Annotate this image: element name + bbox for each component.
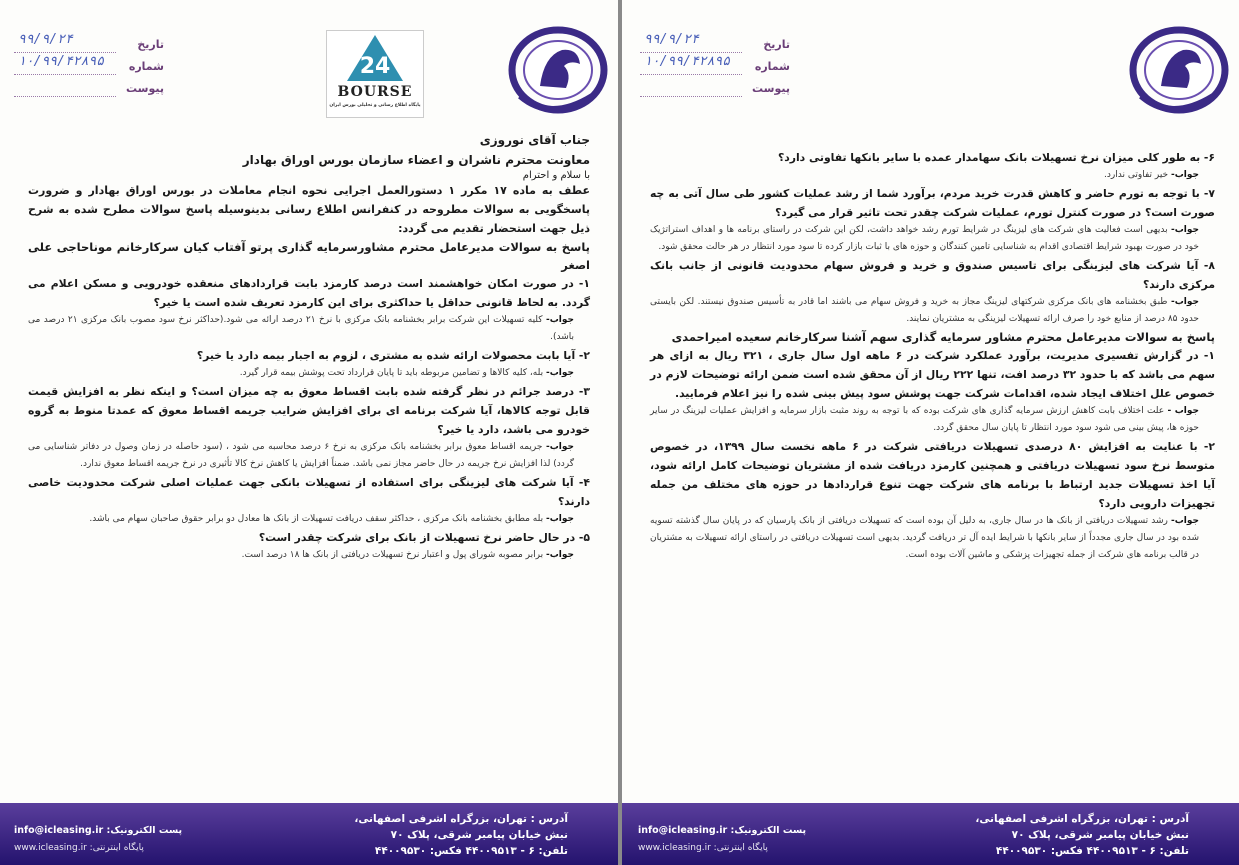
answer bbox=[650, 294, 1215, 328]
footer-email bbox=[638, 825, 806, 836]
answer bbox=[28, 547, 590, 564]
recipient-title: معاونت محترم ناشران و اعضاء سازمان بورس اوراق بهادار bbox=[242, 153, 590, 167]
answer-label: جواب- bbox=[1170, 225, 1199, 235]
footer-address-line2: نبش خیابان پیامبر شرقی، پلاک ۷۰ bbox=[390, 829, 568, 841]
bourse-emblem-icon bbox=[327, 31, 423, 85]
answer-label: جواب- bbox=[1171, 170, 1199, 180]
date-label: تاریخ bbox=[763, 38, 790, 51]
footer-site bbox=[638, 843, 768, 853]
letter-meta bbox=[14, 31, 164, 100]
answer-label: جواب- bbox=[546, 514, 574, 524]
section-title: پاسخ به سوالات مدیرعامل محترم مشاورسرمایه گذاری پرتو آفتاب کیان سرکارخانم موناحاجی علی اصغر bbox=[28, 240, 590, 272]
question: ۵- در حال حاضر نرخ تسهیلات از بانک برای شرکت چقدر است؟ bbox=[258, 531, 590, 544]
answer-text: طبق بخشنامه های بانک مرکزی شرکتهای لیزینگ مجاز به خرید و فروش سهام می باشند اما قادر به تأسیس صندوق نیستند. لکن بایستی حدود ۸۵ درصد از منابع خود را صرف ارائه تسهیلات لیزینگی به مشتریان نمایند. bbox=[650, 297, 1199, 324]
letter-page-2 bbox=[622, 0, 1239, 865]
footer-address bbox=[975, 811, 1189, 859]
letter-footer bbox=[622, 803, 1239, 865]
footer-address-line1: آدرس : تهران، بزرگراه اشرفی اصفهانی، bbox=[975, 813, 1189, 825]
question: ۸- آیا شرکت های لیزینگی برای تاسیس صندوق و خرید و فروش سهام محدودیت قانونی از جانب بانک مرکزی دارند؟ bbox=[650, 259, 1215, 291]
answer-label: جواب- bbox=[1171, 297, 1199, 307]
footer-phone: تلفن: ۶ - ۴۴۰۰۹۵۱۳ فکس: ۴۴۰۰۹۵۳۰ bbox=[374, 845, 568, 857]
letter-body bbox=[650, 148, 1215, 564]
answer bbox=[650, 513, 1215, 564]
question: ۱- در صورت امکان خواهشمند است درصد کارمزد بابت قراردادهای منعقده خودرویی و مسکن اعلام می گردد. به لحاظ قانونی حداقل یا حداکثری برای این کارمزد تعریف شده است یا خیر؟ bbox=[28, 277, 590, 309]
footer-address-line1: آدرس : تهران، بزرگراه اشرفی اصفهانی، bbox=[354, 813, 568, 825]
greeting: با سلام و احترام bbox=[522, 170, 590, 181]
footer-email bbox=[14, 825, 182, 836]
answer bbox=[28, 511, 590, 528]
footer-phone: تلفن: ۶ - ۴۴۰۰۹۵۱۳ فکس: ۴۴۰۰۹۵۳۰ bbox=[995, 845, 1189, 857]
site-value: www.icleasing.ir bbox=[638, 843, 711, 853]
answer bbox=[28, 439, 590, 473]
answer-label: جواب- bbox=[546, 315, 574, 325]
answer-label: جواب- bbox=[546, 550, 574, 560]
bourse-logo bbox=[326, 30, 424, 118]
date-value: ۹۹/۹/۲۴ bbox=[18, 31, 73, 47]
answer-text: بله مطابق بخشنامه بانک مرکزی ، حداکثر سقف دریافت تسهیلات از بانک ها معادل دو برابر حقوق صاحبان سهام می باشد. bbox=[89, 514, 544, 524]
answer-text: رشد تسهیلات دریافتی از بانک ها در سال جاری، به دلیل آن بوده است که تسهیلات دریافتی از بانک پارسیان که در پایان سال گذشته تسویه شده بود در سال جاری مجدداً از سایر بانکها با شرایط ایده آل تر دریافت گردید. بدیهی است تسهیلات دریافتی در راستای ارائه تسهیلات به مشتریان در قالب برنامه های شرکت از جمله تجهیزات پزشکی و ماشین آلات بوده است. bbox=[650, 516, 1199, 560]
number-value: ۱۰/۹۹/۴۲۸۹۵ bbox=[18, 53, 105, 69]
site-label: پایگاه اینترنتی: bbox=[713, 843, 768, 853]
footer-site bbox=[14, 843, 144, 853]
answer bbox=[28, 312, 590, 346]
answer-text: خیر تفاوتی ندارد. bbox=[1104, 170, 1169, 180]
answer bbox=[28, 365, 590, 382]
question: ۳- درصد جرائم در نظر گرفته شده بابت اقساط معوق به چه میزان است؟ و اینکه نظر به افزایش قیمت قابل توجه کالاها، آیا شرکت برنامه ای برای افزایش ضرایب جریمه اقساط معوق که عمدتا منوط به گروه خودرو می باشد، دارد یا خیر؟ bbox=[28, 385, 590, 436]
question: ۲- آیا بابت محصولات ارائه شده به مشتری ، لزوم به اجبار بیمه دارد یا خیر؟ bbox=[196, 349, 590, 362]
answer bbox=[650, 222, 1215, 256]
bourse-name: BOURSE bbox=[337, 84, 413, 100]
email-value: info@icleasing.ir bbox=[638, 825, 728, 836]
answer-label: جواب- bbox=[546, 442, 574, 452]
number-label: شماره bbox=[128, 60, 164, 73]
intro-paragraph: عطف به ماده ۱۷ مکرر ۱ دستورالعمل اجرایی نحوه انجام معاملات در بورس اوراق بهادار و ضرورت پاسخگویی به سوالات مطروحه در کنفرانس اطلاع رسانی بدینوسیله پاسخ سوالات مطرح شده به شرح ذیل جهت استحضار تقدیم می گردد: bbox=[28, 184, 591, 235]
answer-text: بله، کلیه کالاها و تضامین مربوطه باید تا پایان قرارداد تحت پوشش بیمه قرار گیرد. bbox=[239, 368, 544, 378]
question: ۲- با عنایت به افزایش ۸۰ درصدی تسهیلات دریافتی شرکت در ۶ ماهه نخست سال ۱۳۹۹، در خصوص متوسط نرخ سود تسهیلات دریافتی و همچنین کارمزد دریافت شده از مشتریان توضیحات کامل ارائه شود، آیا اخذ تسهیلات جدید ارتباط با برنامه های شرکت جهت تنوع قراردادها در حوزه های مختلف من جمله تجهیزات دارویی دارد؟ bbox=[650, 440, 1216, 510]
question: ۷- با توجه به تورم حاضر و کاهش قدرت خرید مردم، برآورد شما از رشد عملیات کشور طی سال آتی به چه صورت است؟ در صورت کنترل تورم، عملیات شرکت چقدر تحت تاثیر قرار می گیرد؟ bbox=[650, 187, 1215, 219]
answer-text: برابر مصوبه شورای پول و اعتبار نرخ تسهیلات دریافتی از بانک ها ۱۸ درصد است. bbox=[241, 550, 544, 560]
attachment-label: پیوست bbox=[752, 82, 790, 95]
date-label: تاریخ bbox=[137, 38, 164, 51]
answer bbox=[650, 403, 1215, 437]
svg-text:24: 24 bbox=[359, 54, 391, 79]
letter-page-1 bbox=[0, 0, 618, 865]
site-value: www.icleasing.ir bbox=[14, 843, 87, 853]
answer bbox=[650, 167, 1215, 184]
email-label: پست الکترونیک: bbox=[730, 825, 807, 836]
letter-body bbox=[28, 130, 590, 564]
answer-label: جواب- bbox=[1171, 516, 1199, 526]
answer-text: علت اختلاف بابت کاهش ارزش سرمایه گذاری های شرکت بوده که با توجه به روند مثبت بازار سرمایه و افزایش عملیات لیزینگ در سایر حوزه ها، پیش بینی می شود سود مورد انتظار تا پایان سال محقق گردد. bbox=[650, 406, 1199, 433]
number-label: شماره bbox=[754, 60, 790, 73]
company-logo-icon bbox=[500, 26, 610, 122]
date-value: ۹۹/۹/۲۴ bbox=[644, 31, 699, 47]
answer-text: بدیهی است فعالیت های شرکت های لیزینگ در شرایط تورم رشد خواهد داشت، لکن این شرکت در راستای برنامه ها و اهداف استراتژیک خود در صورت بهبود شرایط اقتصادی اقدام به شناسایی تامین کنندگان و حوزه های با ثبات بازار کرده تا سود مورد انتظار در هر حالت محقق شود. bbox=[650, 225, 1199, 252]
email-label: پست الکترونیک: bbox=[106, 825, 183, 836]
attachment-label: پیوست bbox=[126, 82, 164, 95]
answer-text: جریمه اقساط معوق برابر بخشنامه بانک مرکزی به نرخ ۶ درصد محاسبه می شود ، (سود حاصله در زمان وصول در دفاتر شناسایی می گردد) لذا افزایش نرخ جریمه در حال حاضر مجاز نمی باشد. ضمناً افزایش یا کاهش نرخ کالا تأثیری در نرخ جریمه اقساط معوق ندارد. bbox=[28, 442, 574, 469]
answer-label: جواب - bbox=[1167, 406, 1199, 416]
recipient-name: جناب آقای نوروزی bbox=[479, 133, 590, 147]
question: ۱- در گزارش تفسیری مدیریت، برآورد عملکرد شرکت در ۶ ماهه اول سال جاری ، ۳۲۱ ریال به ازای هر سهم می باشد که با حدود ۳۲ درصد افت، تنها ۲۲۲ ریال از آن محقق شده است ضمن ارائه توضیحات لازم در خصوص علل اختلاف ایجاد شده، اقدامات شرکت جهت پوشش سود پیش بینی شده را نیز اعلام فرمایید. bbox=[650, 349, 1216, 400]
letter-meta bbox=[640, 31, 790, 100]
footer-address bbox=[354, 811, 568, 859]
section-title: پاسخ به سوالات مدیرعامل محترم مشاور سرمایه گذاری سهم آشنا سرکارخانم سعیده امیراحمدی bbox=[671, 330, 1215, 344]
site-label: پایگاه اینترنتی: bbox=[89, 843, 144, 853]
question: ۶- به طور کلی میزان نرخ تسهیلات بانک سهامدار عمده با سایر بانکها تفاوتی دارد؟ bbox=[777, 151, 1215, 164]
bourse-subtitle: پایگاه اطلاع رسانی و تحلیلی بورس ایران bbox=[329, 103, 421, 108]
email-value: info@icleasing.ir bbox=[14, 825, 104, 836]
answer-label: جواب- bbox=[546, 368, 574, 378]
number-value: ۱۰/۹۹/۴۲۸۹۵ bbox=[644, 53, 731, 69]
question: ۴- آیا شرکت های لیزینگی برای استفاده از تسهیلات بانکی جهت عملیات اصلی شرکت محدودیت خاصی دارند؟ bbox=[28, 476, 590, 508]
letter-footer bbox=[0, 803, 618, 865]
footer-address-line2: نبش خیابان پیامبر شرقی، پلاک ۷۰ bbox=[1011, 829, 1189, 841]
answer-text: کلیه تسهیلات این شرکت برابر بخشنامه بانک مرکزی با نرخ ۲۱ درصد ارائه می شود.(حداکثر نرخ سود مصوب بانک مرکزی ۲۱ درصد می باشد). bbox=[28, 315, 574, 342]
company-logo-icon bbox=[1121, 26, 1231, 122]
